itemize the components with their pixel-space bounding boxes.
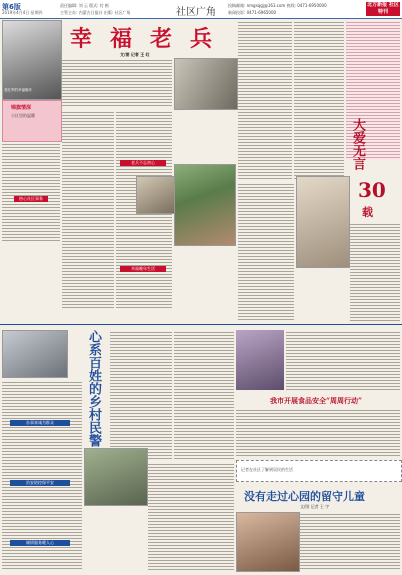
headline-char-1: 幸 [70, 26, 93, 52]
newspaper-logo: 北方新报 社区特刊 [367, 2, 399, 15]
food-safety-headline: 我市开展食品安全“周周行动” [270, 396, 363, 405]
quote-text: 记者在社区了解到居民的生活 [241, 467, 293, 472]
banner-box [2, 100, 62, 142]
subhead-serve: 热心社区事务 [14, 196, 48, 202]
family-photo [296, 176, 350, 268]
lower-right-text-2 [236, 408, 400, 458]
body-text-block [62, 58, 172, 108]
editor-line: 责任编辑: 刘 云 版式: 付 彬 [60, 3, 110, 8]
group-photo [174, 164, 236, 246]
subhead-happy: 幸福晚年生活 [120, 266, 166, 272]
photo-caption: 老红军的幸福晚年 [4, 88, 32, 92]
veteran-sitting-photo [174, 58, 238, 110]
page-number: 第6版 [2, 3, 21, 11]
officer-subhead-1: 办事真诚为群众 [10, 420, 70, 426]
lower-mid-text-1 [110, 330, 172, 460]
left-text-col-1 [2, 142, 60, 242]
right-text-col-3 [238, 182, 294, 322]
officer-subhead-2: 治安防控保平安 [10, 480, 70, 486]
quote-box [236, 460, 402, 482]
publisher-line: 主管主办: 内蒙古日报社 出版: 社区广角 [60, 10, 131, 15]
section-divider [0, 324, 402, 325]
children-headline: 没有走过心园的留守儿童 [244, 490, 365, 503]
hotline-line: 新闻投诉: 0471-6965000 [228, 10, 277, 15]
officer-headline: 心系百姓的乡村民警 [86, 330, 101, 447]
headline-tail: 载 [362, 206, 373, 219]
mid-text-col-1 [62, 110, 114, 310]
villagers-photo [84, 448, 148, 506]
children-byline: 文/图 记者 王 宇 [300, 504, 330, 509]
headline-char-4: 兵 [190, 26, 213, 52]
subhead-origin: 老兵不忘初心 [120, 160, 166, 166]
headline-number: 30 [358, 178, 386, 202]
portrait-photo [136, 176, 176, 214]
officer-photo [2, 330, 68, 378]
right-text-col-4 [350, 222, 400, 322]
right-text-col-2 [294, 20, 344, 180]
lower-mid-text-3 [148, 462, 234, 570]
lower-mid-text-2 [174, 330, 234, 460]
headline-char-3: 老 [150, 26, 173, 52]
headline-char-2: 福 [110, 26, 133, 52]
feature-headline [62, 20, 232, 52]
food-safety-photo [236, 330, 284, 390]
lower-right-text-1 [286, 330, 400, 390]
banner-label: 锦旗情深 [11, 105, 32, 111]
right-text-col-1 [238, 20, 292, 180]
vertical-headline: 大爱无言 [350, 118, 365, 170]
banner-text: 小区里的温暖 [11, 113, 35, 118]
contact-line: 投稿邮箱: nmgsqgj@163.com 热线: 0471-6950000 [228, 3, 327, 8]
section-title: 社区广角 [176, 7, 216, 18]
officer-subhead-3: 倾情服务暖人心 [10, 540, 70, 546]
feature-byline: 文/图 记者 王 红 [120, 52, 150, 57]
children-photo [236, 512, 300, 572]
page-date: 2019年4月4日 星期四 [2, 10, 43, 15]
lower-right-text-3 [300, 512, 400, 570]
